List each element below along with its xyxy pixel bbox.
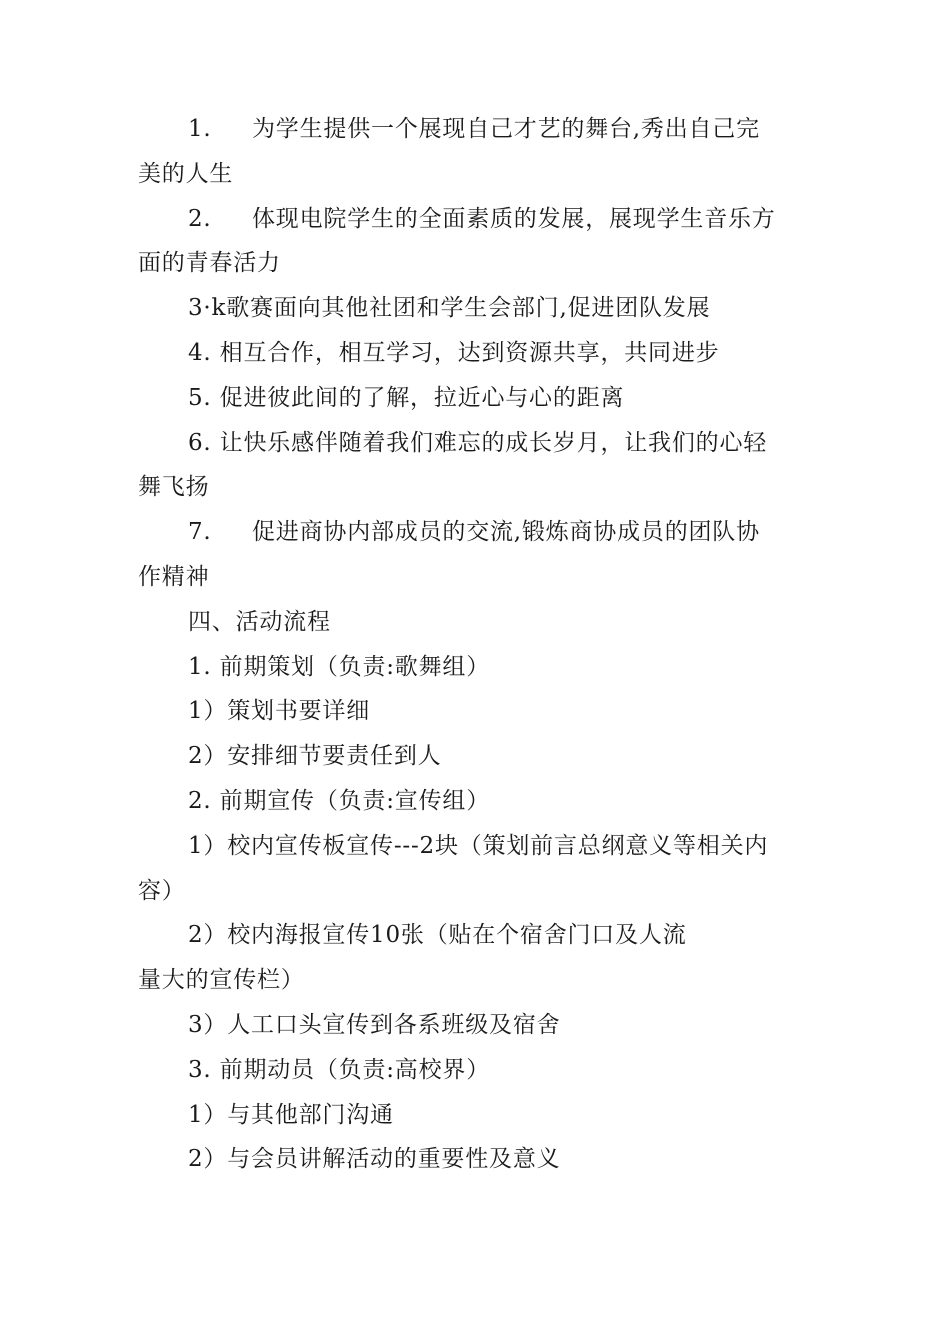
paragraph-text: 2）安排细节要责任到人: [188, 743, 442, 770]
paragraph-text: 量大的宣传栏）: [138, 967, 305, 994]
objective-6-line-2: [138, 465, 828, 510]
step-1-item-1: [138, 689, 828, 734]
step-1-item-2: [138, 734, 828, 779]
objective-1-line-2: [138, 152, 828, 197]
paragraph-text: 3）人工口头宣传到各系班级及宿舍: [188, 1011, 561, 1038]
section-heading: [138, 600, 828, 645]
heading-text: 四、活动流程: [188, 608, 331, 635]
paragraph-text: 容）: [138, 877, 186, 904]
paragraph-text: 3·k歌赛面向其他社团和学生会部门,促进团队发展: [188, 295, 711, 322]
paragraph-text: 3. 前期动员（负责:高校界）: [188, 1056, 491, 1083]
paragraph-text: 1）校内宣传板宣传---2块（策划前言总纲意义等相关内: [188, 832, 769, 859]
paragraph-text: 美的人生: [138, 160, 234, 187]
objective-7-line-1: [138, 510, 828, 555]
paragraph-text: 6. 让快乐感伴随着我们难忘的成长岁月，让我们的心轻: [188, 429, 768, 456]
list-number: 2.: [188, 205, 212, 232]
paragraph-text: 1. 前期策划（负责:歌舞组）: [188, 653, 491, 680]
paragraph-text: 2. 前期宣传（负责:宣传组）: [188, 787, 491, 814]
objective-6-line-1: [138, 421, 828, 466]
paragraph-text: 面的青春活力: [138, 250, 281, 277]
paragraph-text: 为学生提供一个展现自己才艺的舞台,秀出自己完: [252, 116, 760, 142]
paragraph-text: 作精神: [138, 563, 210, 590]
objective-1-line-1: [138, 107, 828, 152]
paragraph-text: 5. 促进彼此间的了解，拉近心与心的距离: [188, 384, 625, 411]
paragraph-text: 1）与其他部门沟通: [188, 1101, 394, 1128]
step-2-item-2-line-1: [138, 913, 828, 958]
step-1-title: [138, 645, 828, 690]
document-body: [138, 107, 828, 1182]
step-3-item-1: [138, 1093, 828, 1138]
paragraph-text: 4. 相互合作，相互学习，达到资源共享，共同进步: [188, 339, 720, 366]
paragraph-text: 舞飞扬: [138, 474, 210, 501]
objective-2-line-1: [138, 197, 828, 242]
paragraph-text: 2）与会员讲解活动的重要性及意义: [188, 1146, 561, 1173]
paragraph-text: 促进商协内部成员的交流,锻炼商协成员的团队协: [252, 519, 760, 546]
step-2-item-1-line-1: [138, 824, 828, 869]
step-3-title: [138, 1048, 828, 1093]
step-2-item-1-line-2: [138, 869, 828, 914]
objective-5: [138, 376, 828, 421]
paragraph-text: 体现电院学生的全面素质的发展，展现学生音乐方: [252, 205, 776, 232]
objective-4: [138, 331, 828, 376]
paragraph-text: 2）校内海报宣传10张（贴在个宿舍门口及人流: [188, 922, 687, 949]
step-2-item-2-line-2: [138, 958, 828, 1003]
paragraph-text: 1）策划书要详细: [188, 698, 371, 725]
step-2-item-3: [138, 1003, 828, 1048]
step-2-title: [138, 779, 828, 824]
list-number: 7.: [188, 519, 212, 546]
list-number: 1.: [188, 116, 212, 142]
objective-3: [138, 286, 828, 331]
objective-2-line-2: [138, 241, 828, 286]
objective-7-line-2: [138, 555, 828, 600]
step-3-item-2: [138, 1137, 828, 1182]
